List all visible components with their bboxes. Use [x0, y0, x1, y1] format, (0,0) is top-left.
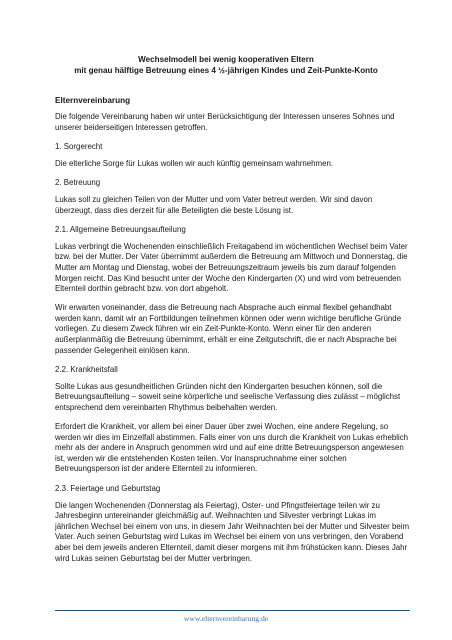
section-2-2-text-a: Sollte Lukas aus gesundheitlichen Gründen nicht den Kindergarten besuchen können, soll die Betreuungsaufteilung – soweit seine körperliche und seelische Verfassung dies zulässt – möglichst entsprechend dem vereinbarten Rhythmus beibehalten werden.	[55, 381, 401, 412]
footer-url[interactable]: www.elternvereinbarung.de	[183, 614, 269, 623]
section-2-title: 2. Betreuung	[55, 177, 101, 187]
title-line-1: Wechselmodell bei wenig kooperativen Eltern	[138, 55, 314, 64]
title-line-2: mit genau hälftige Betreuung eines 4 ½-jährigen Kindes und Zeit-Punkte-Konto	[74, 66, 378, 75]
footer-divider	[55, 610, 410, 611]
section-2-3-title: 2.3. Feiertage und Geburtstag	[55, 483, 161, 493]
section-heading: Elternvereinbarung	[55, 96, 131, 105]
section-2-1-text-b: Wir erwarten voneinander, dass die Betreuung nach Absprache auch einmal flexibel gehandhabt werden kann, damit wir an Fortbildungen teilnehmen können oder wenn wichtige berufliche Gründe vorliegen. Zu diesem Zweck führen wir ein Zeit-Punkte-Konto. Wenn einer für den anderen außerplanmäßig die Betreuung übernimmt, erhält er eine Zeitgutschrift, die er nach Absprache bei passender Gelegenheit einlösen kann.	[55, 303, 402, 355]
section-1-title: 1. Sorgerecht	[55, 141, 103, 151]
intro-paragraph: Die folgende Vereinbarung haben wir unter Berücksichtigung der Interessen unseres Sohnes und unserer beiderseitigen Interessen getroffen.	[55, 112, 395, 132]
document-body	[55, 112, 410, 573]
section-2-3-text: Die langen Wochenenden (Donnerstag als Feiertag), Oster- und Pfingstfeiertage teilen wir zu Jahresbeginn untereinander gleichmäßig auf. Weihnachten und Silvester verbringt Lukas im jährlichen Wechsel bei einem von uns, in diesem Jahr Weihnachten bei der Mutter und Silvester beim Vater. Auch seinen Geburtstag wird Lukas im Wechsel bei einem von uns verbringen, den Vorabend aber bei dem jeweils anderen Elternteil, damit dieser morgens mit ihm frühstücken kann. Dieses Jahr wird Lukas seinen Geburtstag bei der Mutter verbringen.	[55, 500, 410, 563]
section-1-text: Die elterliche Sorge für Lukas wollen wir auch künftig gemeinsam wahrnehmen.	[55, 158, 334, 168]
document-title	[50, 54, 402, 76]
section-2-1-text-a: Lukas verbringt die Wochenenden einschließlich Freitagabend im wöchentlichen Wechsel beim Vater bzw. bei der Mutter. Der Vater übernimmt außerdem die Betreuung am Mittwoch und Donnerstag, die Mutter am Montag und Dienstag, wobei der Betreuungszeitraum jeweils bis zum darauf folgenden Morgen reicht. Das Kind besucht unter der Woche den Kindergarten (X) und wird vom betreuenden Elternteil dorthin gebracht bzw. von dort abgeholt.	[55, 241, 408, 294]
section-2-text: Lukas soll zu gleichen Teilen von der Mutter und vom Vater betreut werden. Wir sind davon überzeugt, dass dies derzeit für alle Beteiligten die beste Lösung ist.	[55, 194, 373, 215]
section-2-2-text-b: Erfordert die Krankheit, vor allem bei einer Dauer über zwei Wochen, eine andere Regelung, so werden wir dies im Einzelfall abstimmen. Falls einer von uns durch die Krankheit von Lukas erheblich mehr als der andere in Anspruch genommen wird und auf eine dritte Betreuungsperson angewiesen ist, werden wir die entstehenden Kosten teilen. Vor Inanspruchnahme einer solchen Betreuungsperson ist der andere Elternteil zu informieren.	[55, 422, 409, 474]
section-2-1-title: 2.1. Allgemeine Betreuungsaufteilung	[55, 224, 186, 234]
section-2-2-title: 2.2. Krankheitsfall	[55, 364, 118, 374]
